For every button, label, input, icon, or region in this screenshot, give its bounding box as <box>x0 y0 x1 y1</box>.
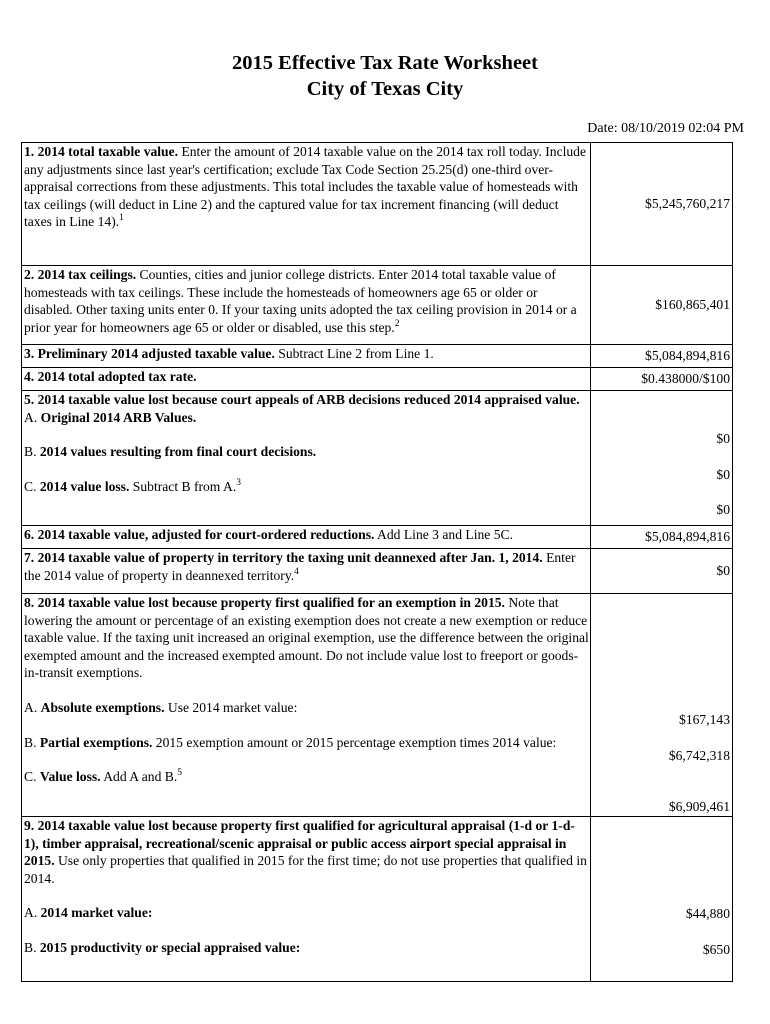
row-5-value-c: $0 <box>716 502 730 518</box>
worksheet-row-5 <box>22 391 733 526</box>
row-7-value: $0 <box>591 549 733 594</box>
worksheet-row-6 <box>22 526 733 549</box>
row-5-values <box>591 391 733 526</box>
row-1-label: 1. 2014 total taxable value. <box>24 144 179 159</box>
row-9-value-a: $44,880 <box>685 906 730 921</box>
row-5-sub-c-prefix: C. <box>24 478 40 494</box>
row-5-value-b: $0 <box>716 466 730 482</box>
worksheet-row-4 <box>22 368 733 391</box>
row-5-sub-a-prefix: A. <box>24 409 41 425</box>
row-8-sub-b <box>24 734 589 752</box>
row-8-label: 8. 2014 taxable value lost because property first qualified for an exemption in 2015. <box>24 595 505 610</box>
row-9-sub-a <box>24 904 589 922</box>
row-3-text: Subtract Line 2 from Line 1. <box>274 346 434 361</box>
row-1-footnote: 1 <box>119 213 124 224</box>
worksheet-row-7 <box>22 549 733 594</box>
row-9-sub-a-label: 2014 market value: <box>40 905 153 921</box>
row-8-sub-c <box>24 768 589 786</box>
row-8-sub-c-text: Add A and B. <box>100 769 178 785</box>
row-8-value-a: $167,143 <box>679 712 730 727</box>
worksheet-row-2 <box>22 266 733 345</box>
row-5-sub-c-footnote: 3 <box>236 477 241 488</box>
row-5-value-a: $0 <box>716 431 730 446</box>
row-8-values <box>591 594 733 817</box>
row-9-label: 9. 2014 taxable value lost because property first qualified for agricultural appraisal (1-d or 1-d-1), timber appraisal, recreational/scenic appraisal or public access airport special appraisal in 2015. <box>24 818 575 869</box>
row-9-sub-b <box>24 939 589 957</box>
row-5-sub-a <box>24 409 589 427</box>
row-6-label: 6. 2014 taxable value, adjusted for court-ordered reductions. <box>24 527 375 542</box>
row-9-value-b: $650 <box>702 941 730 957</box>
row-2-footnote: 2 <box>394 318 400 329</box>
row-5-sub-b <box>24 443 589 461</box>
row-2-text: Counties, cities and junior college districts. Enter 2014 total taxable value of homesteads with tax ceilings. These include the homesteads of homeowners age 65 or older or disabled. Other taxing units enter 0. If your taxing units adopted the tax ceiling provision in 2014 or a prior year for homeowners age 65 or older or disabled, use this step. <box>24 267 577 335</box>
worksheet-row-3 <box>22 345 733 368</box>
worksheet-table <box>21 142 733 982</box>
row-9-sub-b-label: 2015 productivity or special appraised value: <box>39 939 301 955</box>
row-8-text: Note that lowering the amount or percentage of an existing exemption does not create a new exemption or reduce taxable value. If the taxing unit increased an original exemption, use the difference between the original exempted amount and the increased exempted amount. Do not include value lost to freeport or goods-in-transit exemptions. <box>24 595 589 681</box>
row-9-sub-b-prefix: B. <box>24 939 40 955</box>
row-9-values <box>591 817 733 982</box>
row-8-sub-a-prefix: A. <box>24 699 41 715</box>
row-3-description <box>22 345 591 368</box>
worksheet-row-1 <box>22 143 733 266</box>
row-8-sub-c-footnote: 5 <box>177 768 182 779</box>
row-8-sub-a-label: Absolute exemptions. <box>40 699 165 715</box>
row-8-sub-c-label: Value loss. <box>39 769 101 785</box>
row-7-text: Enter the 2014 value of property in deannexed territory. <box>24 550 576 583</box>
row-3-value: $5,084,894,816 <box>591 345 733 368</box>
row-8-sub-c-prefix: C. <box>24 769 40 785</box>
row-5-label: 5. 2014 taxable value lost because court appeals of ARB decisions reduced 2014 appraised value. <box>24 392 580 407</box>
row-1-value: $5,245,760,217 <box>591 143 733 266</box>
row-2-label: 2. 2014 tax ceilings. <box>24 267 137 282</box>
row-5-sub-a-label: Original 2014 ARB Values. <box>40 409 197 425</box>
row-5-sub-c-label: 2014 value loss. <box>39 478 130 494</box>
row-2-description <box>22 266 591 345</box>
row-1-text: Enter the amount of 2014 taxable value on the 2014 tax roll today. Include any adjustments since last year's certification; exclude Tax Code Section 25.25(d) one-third over-appraisal corrections from these adjustments. This total includes the taxable value of homesteads with tax ceilings (will deduct in Line 2) and the captured value for tax increment financing (will deduct taxes in Line 14). <box>24 144 587 230</box>
row-5-sub-b-prefix: B. <box>24 444 40 460</box>
row-8-sub-a <box>24 699 589 717</box>
row-4-description <box>22 368 591 391</box>
row-8-sub-b-text: 2015 exemption amount or 2015 percentage exemption times 2014 value: <box>152 734 557 750</box>
title-line-1: 2015 Effective Tax Rate Worksheet <box>232 52 538 74</box>
row-4-label: 4. 2014 total adopted tax rate. <box>24 369 197 384</box>
row-7-label: 7. 2014 taxable value of property in territory the taxing unit deannexed after Jan. 1, 2014. <box>24 550 543 565</box>
date-stamp: Date: 08/10/2019 02:04 PM <box>587 121 744 136</box>
row-2-value: $160,865,401 <box>591 266 733 345</box>
row-9-sub-a-prefix: A. <box>24 905 41 921</box>
row-9-text: Use only properties that qualified in 2015 for the first time; do not use properties that qualified in 2014. <box>24 853 587 886</box>
row-5-sub-b-label: 2014 values resulting from final court decisions. <box>39 444 317 460</box>
row-8-sub-b-prefix: B. <box>24 734 40 750</box>
row-8-sub-b-label: Partial exemptions. <box>39 734 153 750</box>
row-5-sub-c <box>24 478 589 496</box>
row-9-description <box>22 817 591 982</box>
title-line-2: City of Texas City <box>306 78 464 100</box>
row-8-value-b: $6,742,318 <box>668 747 730 763</box>
page-title <box>0 50 770 102</box>
row-6-value: $5,084,894,816 <box>591 526 733 549</box>
row-6-description <box>22 526 591 549</box>
worksheet-row-8 <box>22 594 733 817</box>
row-7-footnote: 4 <box>294 566 299 577</box>
row-8-description <box>22 594 591 817</box>
row-5-description <box>22 391 591 526</box>
row-3-label: 3. Preliminary 2014 adjusted taxable value. <box>24 346 275 361</box>
row-8-value-c: $6,909,461 <box>668 799 730 815</box>
row-4-value: $0.438000/$100 <box>591 368 733 391</box>
row-6-text: Add Line 3 and Line 5C. <box>374 527 513 542</box>
row-7-description <box>22 549 591 594</box>
row-5-sub-c-text: Subtract B from A. <box>129 478 237 494</box>
worksheet-row-9 <box>22 817 733 982</box>
row-1-description <box>22 143 591 266</box>
row-8-sub-a-text: Use 2014 market value: <box>164 699 298 715</box>
